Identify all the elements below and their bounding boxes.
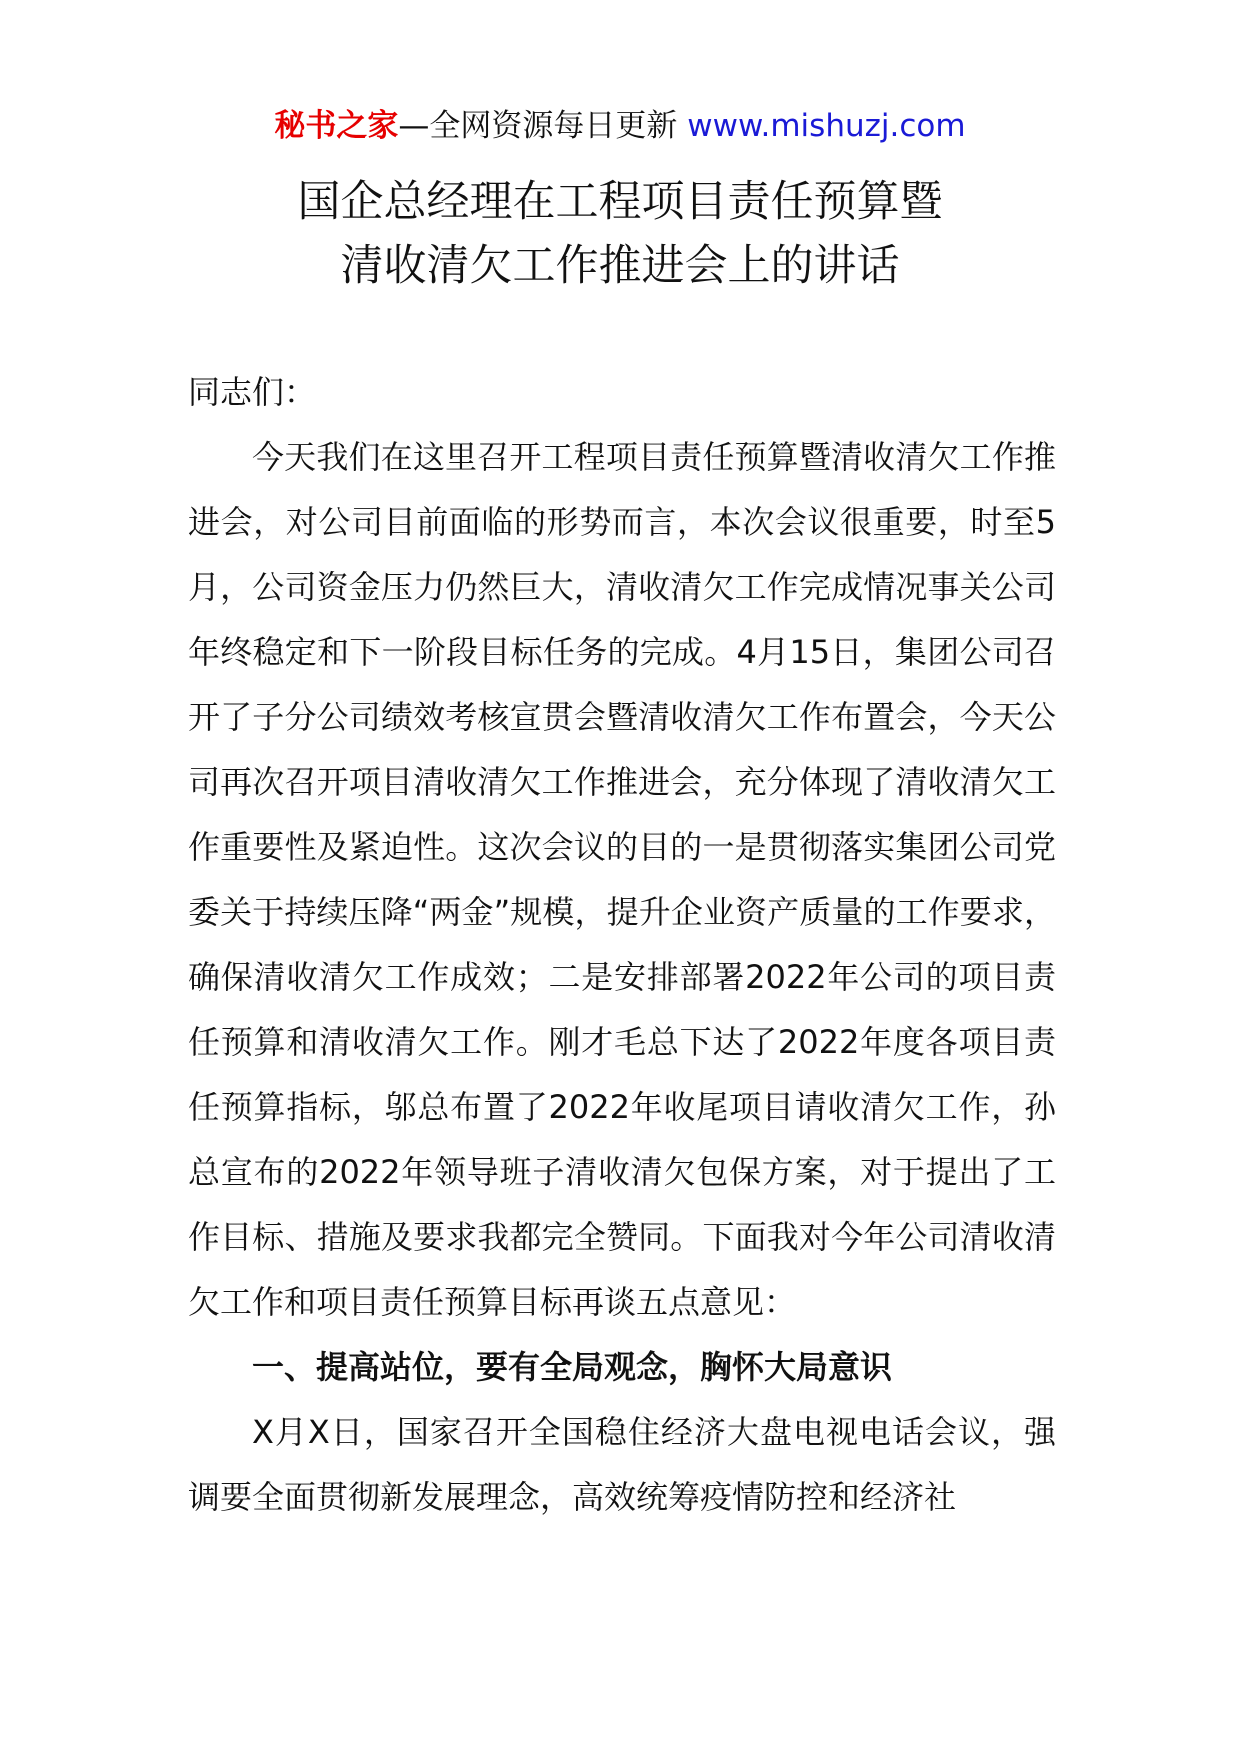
salutation: 同志们： [188, 373, 317, 411]
paragraph-1: 今天我们在这里召开工程项目责任预算暨清收清欠工作推进会，对公司目前面临的形势而言，本次会议很重要，时至5月，公司资金压力仍然巨大，清收清欠工作完成情况事关公司年终稳定和下一阶段目标任务的完成。4月15日，集团公司召开了子分公司绩效考核宣贯会暨清收清欠工作布置会，今天公司再次召开项目清收清欠工作推进会，充分体现了清收清欠工作重要性及紧迫性。这次会议的目的一是贯彻落实集团公司党委关于持续压降“两金”规模，提升企业资产质量的工作要求，确保清收清欠工作成效；二是安排部署2022年公司的项目责任预算和清收清欠工作。刚才毛总下达了2022年度各项目责任预算指标，邬总布置了2022年收尾项目请收清欠工作，孙总宣布的2022年领导班子清收清欠包保方案，对于提出了工作目标、措施及要求我都完全赞同。下面我对今年公司清收清欠工作和项目责任预算目标再谈五点意见： [188, 438, 1056, 1321]
section-heading-1: 一、提高站位，要有全局观念，胸怀大局意识 [252, 1348, 893, 1386]
document-title [0, 170, 1240, 298]
site-banner [0, 104, 1240, 148]
banner-url-link[interactable]: www.mishuzj.com [687, 108, 966, 144]
banner-tagline: —全网资源每日更新 [398, 108, 678, 144]
title-line-2: 清收清欠工作推进会上的讲话 [340, 241, 900, 291]
title-line-1: 国企总经理在工程项目责任预算暨 [297, 177, 943, 227]
document-body [188, 360, 1056, 1530]
paragraph-2: X月X日，国家召开全国稳住经济大盘电视电话会议，强调要全面贯彻新发展理念，高效统筹疫情防控和经济社 [188, 1413, 1056, 1516]
banner-brand: 秘书之家 [274, 108, 399, 144]
